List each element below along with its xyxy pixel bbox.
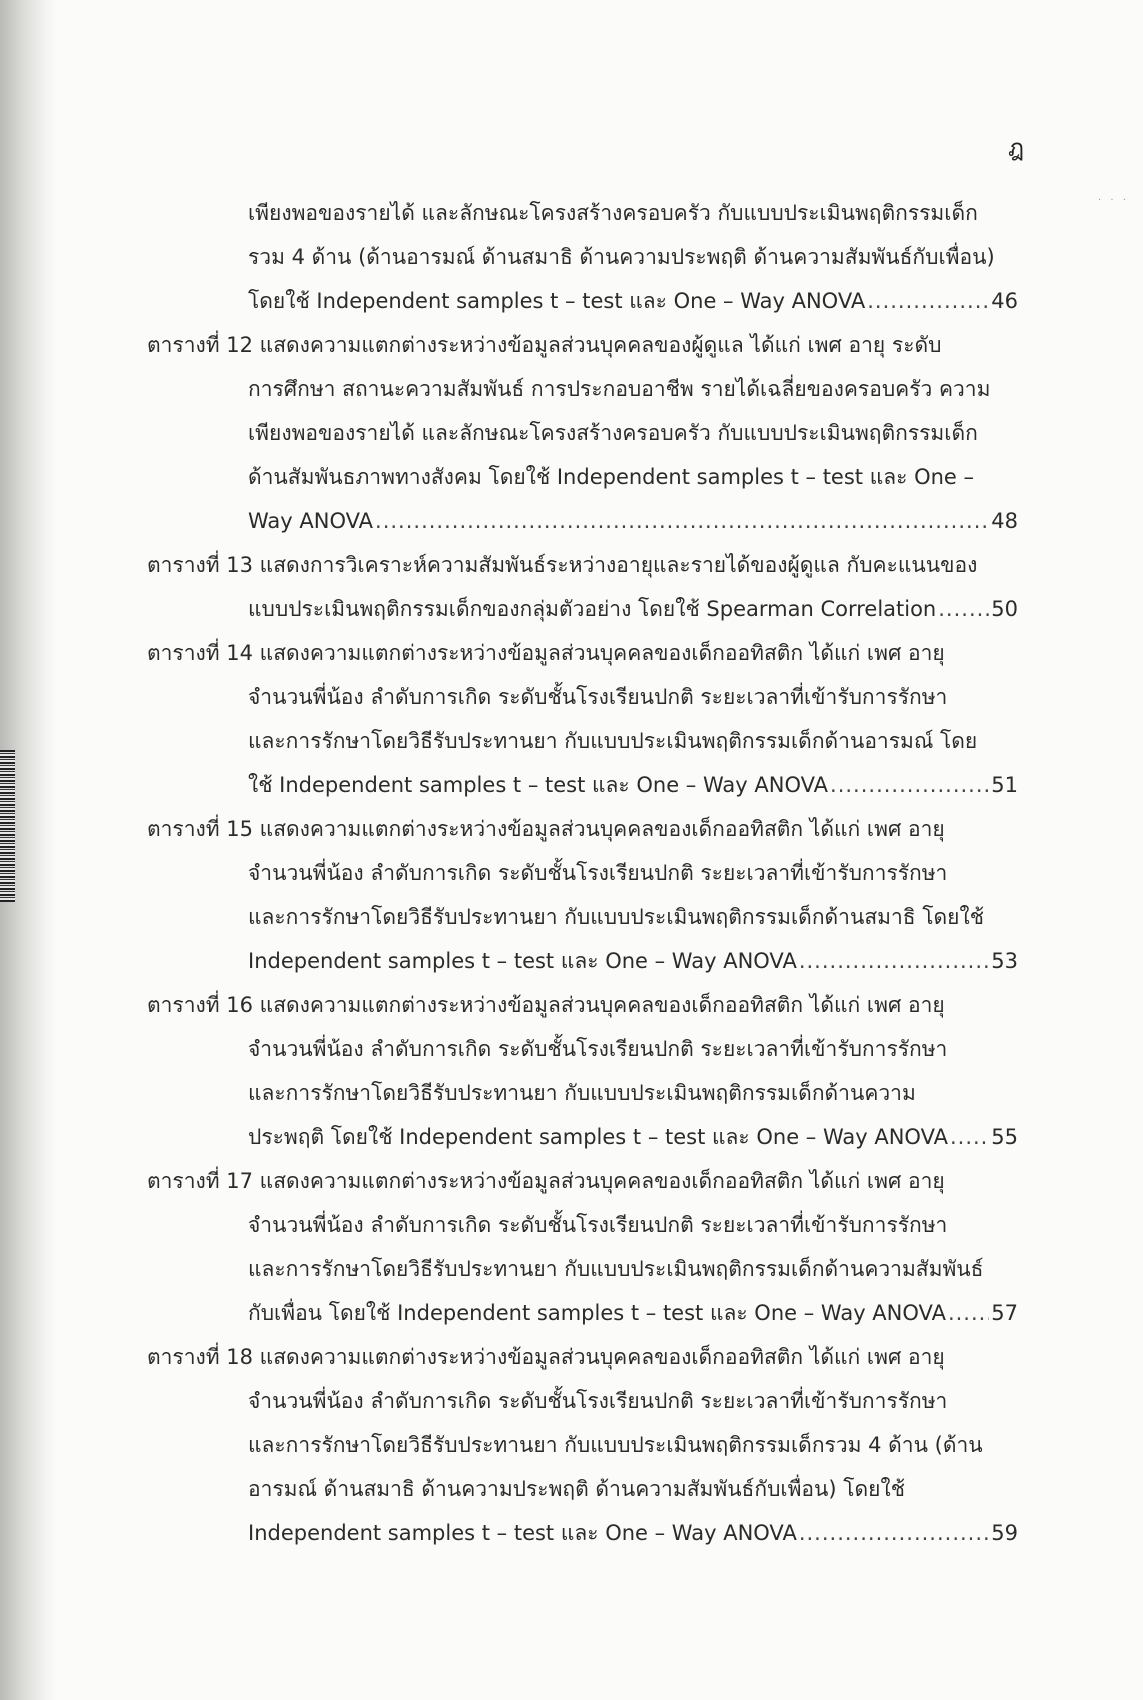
entry-last-line[interactable] (248, 281, 1018, 321)
entry-text: ประพฤติ โดยใช้ Independent samples t – test และ One – Way ANOVA (248, 1125, 948, 1149)
entry-line: และการรักษาโดยวิธีรับประทานยา กับแบบประเมินพฤติกรรมเด็กรวม 4 ด้าน (ด้าน (248, 1433, 983, 1457)
entry-page-number: 51 (991, 773, 1018, 797)
scan-specks: · · · (1098, 195, 1129, 206)
entry-last-line[interactable] (248, 589, 1018, 629)
barcode-strip (0, 750, 15, 902)
entry-page-number: 53 (991, 949, 1018, 973)
entry-line: เพียงพอของรายได้ และลักษณะโครงสร้างครอบครัว กับแบบประเมินพฤติกรรมเด็ก (248, 201, 978, 225)
entry-line: รวม 4 ด้าน (ด้านอารมณ์ ด้านสมาธิ ด้านความประพฤติ ด้านความสัมพันธ์กับเพื่อน) (248, 245, 995, 269)
entry-text: Independent samples t – test และ One – Way ANOVA (248, 1521, 797, 1545)
entry-text: โดยใช้ Independent samples t – test และ One – Way ANOVA (248, 289, 866, 313)
entry-line: จำนวนพี่น้อง ลำดับการเกิด ระดับชั้นโรงเรียนปกติ ระยะเวลาที่เข้ารับการรักษา (248, 685, 948, 709)
dot-leader (938, 589, 989, 629)
entry-first-line: ตารางที่ 12 แสดงความแตกต่างระหว่างข้อมูลส่วนบุคคลของผู้ดูแล ได้แก่ เพศ อายุ ระดับ (147, 333, 942, 357)
entry-page-number: 55 (991, 1125, 1018, 1149)
entry-first-line: ตารางที่ 17 แสดงความแตกต่างระหว่างข้อมูลส่วนบุคคลของเด็กออทิสติก ได้แก่ เพศ อายุ (147, 1169, 945, 1193)
entry-text: แบบประเมินพฤติกรรมเด็กของกลุ่มตัวอย่าง โดยใช้ Spearman Correlation (248, 597, 937, 621)
entry-line: จำนวนพี่น้อง ลำดับการเกิด ระดับชั้นโรงเรียนปกติ ระยะเวลาที่เข้ารับการรักษา (248, 1213, 948, 1237)
entry-last-line[interactable] (248, 1117, 1018, 1157)
entry-text: Independent samples t – test และ One – Way ANOVA (248, 949, 797, 973)
entry-page-number: 48 (991, 509, 1018, 533)
page-number: ฎ (1008, 134, 1025, 162)
entry-page-number: 46 (991, 289, 1018, 313)
dot-leader (799, 941, 989, 981)
entry-line: และการรักษาโดยวิธีรับประทานยา กับแบบประเมินพฤติกรรมเด็กด้านความสัมพันธ์ (248, 1257, 984, 1281)
entry-line: อารมณ์ ด้านสมาธิ ด้านความประพฤติ ด้านความสัมพันธ์กับเพื่อน) โดยใช้ (248, 1477, 905, 1501)
entry-first-line: ตารางที่ 18 แสดงความแตกต่างระหว่างข้อมูลส่วนบุคคลของเด็กออทิสติก ได้แก่ เพศ อายุ (147, 1345, 945, 1369)
entry-text: ใช้ Independent samples t – test และ One – Way ANOVA (248, 773, 829, 797)
entry-last-line[interactable] (248, 941, 1018, 981)
entry-first-line: ตารางที่ 16 แสดงความแตกต่างระหว่างข้อมูลส่วนบุคคลของเด็กออทิสติก ได้แก่ เพศ อายุ (147, 993, 945, 1017)
entry-page-number: 50 (991, 597, 1018, 621)
dot-leader (799, 1513, 989, 1553)
dot-leader (375, 501, 989, 541)
entry-line: จำนวนพี่น้อง ลำดับการเกิด ระดับชั้นโรงเรียนปกติ ระยะเวลาที่เข้ารับการรักษา (248, 1389, 948, 1413)
entry-text: Way ANOVA (248, 509, 374, 533)
entry-line: และการรักษาโดยวิธีรับประทานยา กับแบบประเมินพฤติกรรมเด็กด้านสมาธิ โดยใช้ (248, 905, 984, 929)
entry-first-line: ตารางที่ 13 แสดงการวิเคราะห์ความสัมพันธ์ระหว่างอายุและรายได้ของผู้ดูแล กับคะแนนของ (147, 553, 978, 577)
entry-last-line[interactable] (248, 1293, 1018, 1333)
dot-leader (948, 1293, 989, 1333)
entry-line: เพียงพอของรายได้ และลักษณะโครงสร้างครอบครัว กับแบบประเมินพฤติกรรมเด็ก (248, 421, 978, 445)
dot-leader (950, 1117, 989, 1157)
entry-line: จำนวนพี่น้อง ลำดับการเกิด ระดับชั้นโรงเรียนปกติ ระยะเวลาที่เข้ารับการรักษา (248, 861, 948, 885)
entry-last-line[interactable] (248, 765, 1018, 805)
entry-line: และการรักษาโดยวิธีรับประทานยา กับแบบประเมินพฤติกรรมเด็กด้านความ (248, 1081, 916, 1105)
entry-page-number: 59 (991, 1521, 1018, 1545)
entry-line: จำนวนพี่น้อง ลำดับการเกิด ระดับชั้นโรงเรียนปกติ ระยะเวลาที่เข้ารับการรักษา (248, 1037, 948, 1061)
entry-first-line: ตารางที่ 15 แสดงความแตกต่างระหว่างข้อมูลส่วนบุคคลของเด็กออทิสติก ได้แก่ เพศ อายุ (147, 817, 945, 841)
dot-leader (830, 765, 989, 805)
entry-line: ด้านสัมพันธภาพทางสังคม โดยใช้ Independent samples t – test และ One – (248, 465, 974, 489)
entry-last-line[interactable] (248, 501, 1018, 541)
dot-leader (867, 281, 989, 321)
entry-last-line[interactable] (248, 1513, 1018, 1553)
entry-line: การศึกษา สถานะความสัมพันธ์ การประกอบอาชีพ รายได้เฉลี่ยของครอบครัว ความ (248, 377, 991, 401)
entry-text: กับเพื่อน โดยใช้ Independent samples t – test และ One – Way ANOVA (248, 1301, 946, 1325)
entry-page-number: 57 (991, 1301, 1018, 1325)
entry-first-line: ตารางที่ 14 แสดงความแตกต่างระหว่างข้อมูลส่วนบุคคลของเด็กออทิสติก ได้แก่ เพศ อายุ (147, 641, 945, 665)
entry-line: และการรักษาโดยวิธีรับประทานยา กับแบบประเมินพฤติกรรมเด็กด้านอารมณ์ โดย (248, 729, 978, 753)
